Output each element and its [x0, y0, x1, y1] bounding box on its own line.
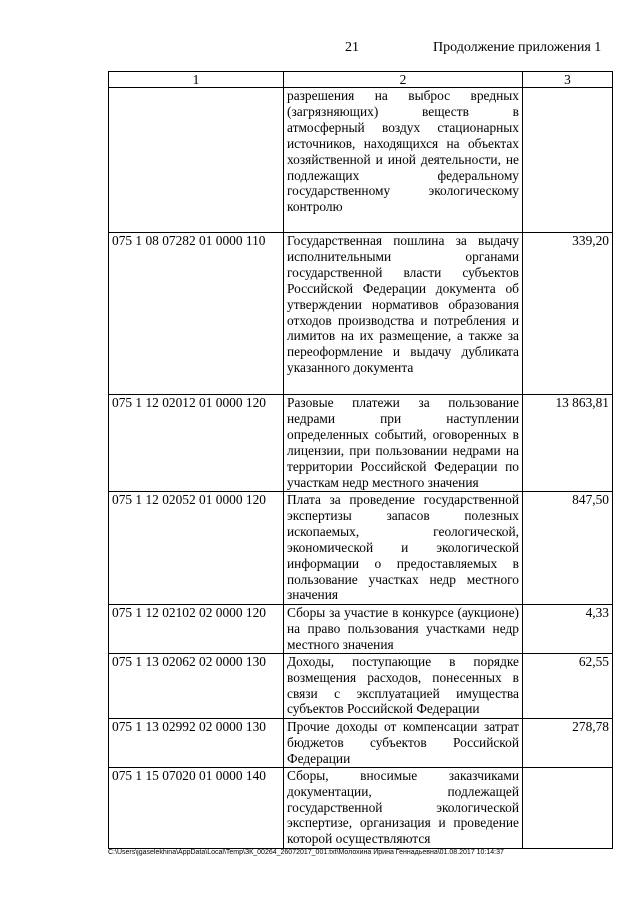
revenue-code-cell: 075 1 08 07282 01 0000 110 — [109, 233, 284, 395]
appendix-continuation-title: Продолжение приложения 1 — [433, 40, 602, 55]
revenue-description-cell: Доходы, поступающие в порядке возмещения расходов, понесенных в связи с эксплуатацией имущества субъектов Российской Федерации — [284, 653, 523, 718]
revenue-code-cell: 075 1 12 02052 01 0000 120 — [109, 492, 284, 605]
revenue-code-cell: 075 1 13 02992 02 0000 130 — [109, 718, 284, 767]
file-path-footer: C:\Users\jgaselekhina\AppData\Local\Temp\ЗК_00264_26072017_001.txt\Молохина Ирина Геннадьевна\01.08.2017 10:14:37 — [108, 849, 504, 856]
revenue-description-cell: разрешения на выброс вредных (загрязняющих) веществ в атмосферный воздух стационарных источников, находящихся на объектах хозяйственной и иной деятельности, не подлежащих федеральному государственному экологическому контролю — [284, 88, 523, 233]
revenue-description-cell: Государственная пошлина за выдачу исполнительными органами государственной власти субъектов Российской Федерации документа об утверждении нормативов образования отходов производства и потребления и лимитов на их размещение, а также за переоформление и выдачу дубликата указанного документа — [284, 233, 523, 395]
revenue-description-cell: Плата за проведение государственной экспертизы запасов полезных ископаемых, геологической, экономической и экологической информации о предоставляемых в пользование участках недр местного значения — [284, 492, 523, 605]
amount-cell — [523, 88, 613, 233]
table-row — [109, 767, 613, 848]
revenue-description-cell: Сборы за участие в конкурсе (аукционе) на право пользования участками недр местного значения — [284, 605, 523, 654]
column-header-1: 1 — [109, 72, 284, 88]
table-row — [109, 88, 613, 233]
amount-cell: 13 863,81 — [523, 395, 613, 492]
revenue-description-cell: Прочие доходы от компенсации затрат бюджетов субъектов Российской Федерации — [284, 718, 523, 767]
amount-cell: 847,50 — [523, 492, 613, 605]
amount-cell: 62,55 — [523, 653, 613, 718]
column-header-3: 3 — [523, 72, 613, 88]
revenue-code-cell — [109, 88, 284, 233]
amount-cell: 4,33 — [523, 605, 613, 654]
revenue-code-cell: 075 1 12 02102 02 0000 120 — [109, 605, 284, 654]
revenue-code-cell: 075 1 15 07020 01 0000 140 — [109, 767, 284, 848]
revenue-table — [108, 71, 613, 849]
revenue-description-cell: Сборы, вносимые заказчиками документации, подлежащей государственной экологической экспертизе, организация и проведение которой осуществляются — [284, 767, 523, 848]
table-header-row — [109, 72, 613, 88]
table-row — [109, 718, 613, 767]
revenue-code-cell: 075 1 12 02012 01 0000 120 — [109, 395, 284, 492]
table-row — [109, 605, 613, 654]
revenue-code-cell: 075 1 13 02062 02 0000 130 — [109, 653, 284, 718]
column-header-2: 2 — [284, 72, 523, 88]
amount-cell: 278,78 — [523, 718, 613, 767]
amount-cell — [523, 767, 613, 848]
table-row — [109, 395, 613, 492]
amount-cell: 339,20 — [523, 233, 613, 395]
table-row — [109, 492, 613, 605]
page-number: 21 — [345, 40, 359, 55]
table-row — [109, 653, 613, 718]
table-row — [109, 233, 613, 395]
revenue-description-cell: Разовые платежи за пользование недрами при наступлении определенных событий, оговоренных в лицензии, при пользовании недрами на территории Российской Федерации по участкам недр местного значения — [284, 395, 523, 492]
